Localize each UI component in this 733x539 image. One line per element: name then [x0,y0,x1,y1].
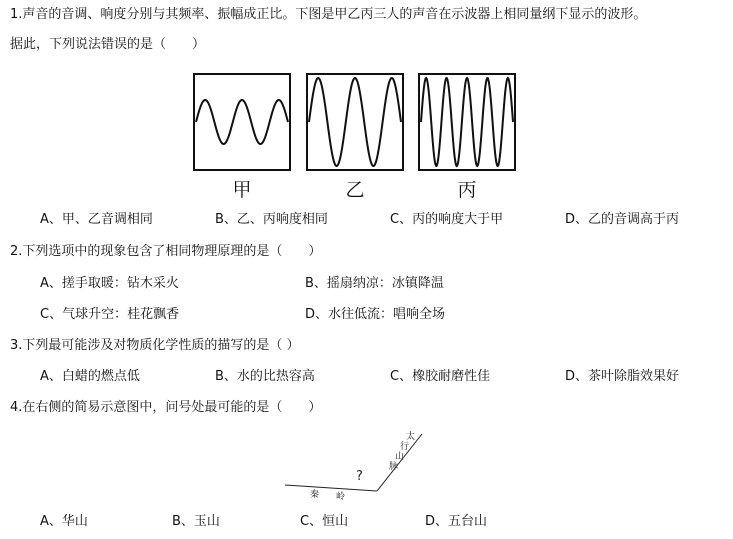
map-label-xing: 行 [400,442,410,452]
wave-bing [421,78,513,166]
figure-label-bing: 丙 [457,179,477,201]
q2-option-a[interactable]: A、搓手取暖：钻木采火 [40,276,179,291]
q3-option-a[interactable]: A、白蜡的燃点低 [40,369,140,384]
q3-option-d[interactable]: D、茶叶除脂效果好 [565,369,680,384]
map-label-qin: 秦 [310,490,320,500]
map-diagram [280,425,440,505]
map-label-tai: 太 [406,432,416,442]
q3-option-b[interactable]: B、水的比热容高 [215,369,315,384]
q4-stem: 4.在右侧的简易示意图中，问号处最可能的是（ ） [10,400,322,415]
figure-label-yi: 乙 [345,179,365,201]
q1-option-b[interactable]: B、乙、丙响度相同 [215,212,328,227]
q1-option-a[interactable]: A、甲、乙音调相同 [40,212,153,227]
wave-yi [309,78,401,166]
q1-option-d[interactable]: D、乙的音调高于丙 [565,212,680,227]
q3-stem: 3.下列最可能涉及对物质化学性质的描写的是（ ） [10,338,300,353]
q4-option-b[interactable]: B、玉山 [172,514,220,529]
q2-stem: 2.下列选项中的现象包含了相同物理原理的是（ ） [10,244,322,259]
q4-option-a[interactable]: A、华山 [40,514,88,529]
q4-option-c[interactable]: C、恒山 [300,514,349,529]
q3-option-c[interactable]: C、橡胶耐磨性佳 [390,369,491,384]
q2-option-c[interactable]: C、气球升空：桂花飘香 [40,307,180,322]
q1-option-c[interactable]: C、丙的响度大于甲 [390,212,504,227]
figure-label-jia: 甲 [232,179,252,201]
q1-stem-line2: 据此，下列说法错误的是（ ） [10,37,206,52]
wave-frame-jia [194,74,290,170]
map-label-ling: 岭 [336,492,346,502]
map-question-mark: ? [356,469,363,484]
q2-option-b[interactable]: B、摇扇纳凉：冰镇降温 [305,276,444,291]
map-label-mai: 脉 [389,462,399,472]
qinling-line [285,485,377,491]
q1-stem-line1: 1.声音的音调、响度分别与其频率、振幅成正比。下图是甲乙丙三人的声音在示波器上相同量纲下显示的波形。 [10,7,647,22]
q4-option-d[interactable]: D、五台山 [425,514,488,529]
map-label-shan: 山 [395,452,405,462]
q2-option-d[interactable]: D、水往低流：唱响全场 [305,307,446,322]
wave-jia [196,100,288,144]
